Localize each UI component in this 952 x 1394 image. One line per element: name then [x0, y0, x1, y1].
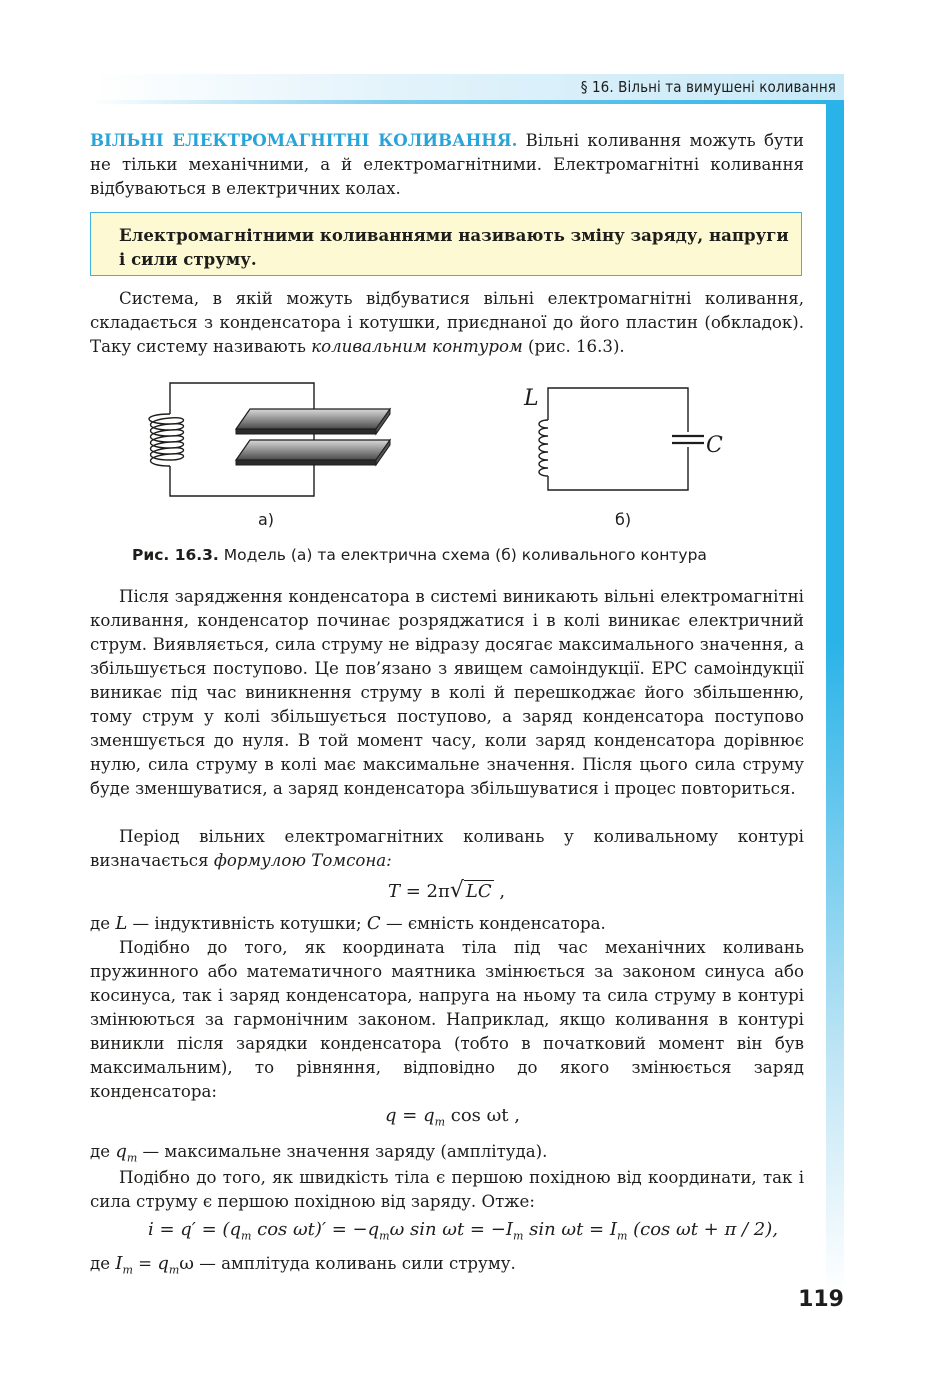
charge-qm: q [423, 1105, 435, 1126]
period-text-before: Період вільних електромагнітних коливань у коливальному контурі визначається [90, 827, 804, 870]
section-heading: ВІЛЬНІ ЕЛЕКТРОМАГНІТНІ КОЛИВАННЯ. [90, 130, 518, 150]
system-paragraph [90, 287, 804, 359]
where-L: L [115, 913, 128, 934]
where-Im-sub: m [122, 1263, 133, 1277]
current-part-4: sin ωt = I [523, 1219, 617, 1240]
figure-b-schematic [520, 380, 740, 496]
sqrt-sign: √ [449, 878, 464, 903]
where-qm-2: q [157, 1253, 169, 1274]
figure-a-label: а) [258, 510, 275, 529]
period-paragraph [90, 825, 804, 873]
current-sub-4: m [616, 1229, 628, 1243]
figure-caption [132, 546, 832, 564]
charge-q: q [385, 1105, 397, 1126]
current-sub-2: m [379, 1229, 390, 1243]
charge-formula [385, 1105, 520, 1129]
thomson-eq: = 2π [400, 881, 450, 902]
charge-rest: cos ωt , [445, 1105, 520, 1126]
charging-paragraph: Після зарядження конденсатора в системі виникають вільні електромагнітні коливання, конденсатор починає розряджатися і в колі виникає електричний струм. Виявляється, сила струму не відразу досягає максимального значення, а збільшується поступово. Це пов’язано з явищем самоіндукції. ЕРС самоіндукції виникає під час виникнення струму в колі й перешкоджає його збільшенню, тому струм у колі збільшується поступово, а заряд конденсатора поступово зменшується до нуля. В той момент часу, коли заряд конденсатора дорівнює нулю, сила струму в колі має максимальне значення. Після цього сила струму буде зменшуватися, а заряд конденсатора збільшуватися і процес повториться. [90, 587, 804, 798]
where-C: C [366, 913, 381, 934]
harmonic-paragraph: Подібно до того, як координата тіла під час механічних коливань пружинного або математичного маятника змінюється за законом синуса або косинуса, так і заряд конденсатора, напруга на ньому та сила струму в контурі змінюються за гармонічним законом. Наприклад, якщо коливання в контурі виникли після зарядки конденсатора (тобто в початковий момент він був максимальним), то рівняння, відповідно до якого змінюється заряд конденсатора: [90, 938, 804, 1101]
current-where [90, 1252, 804, 1282]
current-part-3: ω sin ωt = −I [389, 1219, 513, 1240]
charge-qm-sub: m [434, 1115, 446, 1129]
figure-b-label: б) [615, 510, 632, 529]
current-part-2: cos ωt)′ = −q [251, 1219, 380, 1240]
thomson-where [90, 912, 804, 936]
system-text-after: (рис. 16.3). [522, 337, 625, 356]
page-number: 119 [798, 1287, 844, 1312]
where-Im-eq: = [132, 1254, 158, 1273]
current-part-1: i = q′ = (q [148, 1219, 241, 1240]
system-term: коливальним контуром [311, 337, 523, 356]
thomson-formula [388, 878, 505, 903]
thomson-lhs: T [388, 881, 401, 902]
where-Im-desc: — амплітуда коливань сили струму. [193, 1254, 516, 1273]
current-sub-3: m [512, 1229, 524, 1243]
intro-text: Вільні коливання можуть бути не тільки механічними, а й електромагнітними. Електромагнітні коливання відбуваються в електричних колах. [90, 131, 804, 198]
definition-text: Електромагнітними коливаннями називають зміну заряду, напруги і сили струму. [119, 225, 789, 269]
system-text-before: Система, в якій можуть відбуватися вільні електромагнітні коливання, складається з конденсатора і котушки, приєднаної до його пластин (обкладок). Таку систему називають [90, 289, 804, 356]
where-C-desc: — ємність конденсатора. [380, 914, 606, 933]
current-sub-1: m [240, 1229, 252, 1243]
symbol-C: C [706, 433, 723, 458]
period-term: формулою Томсона: [213, 851, 392, 870]
figure-a-model [140, 378, 400, 502]
where-word: де [90, 914, 116, 933]
where-word-3: де [90, 1254, 116, 1273]
where-L-desc: — індуктивність котушки; [127, 914, 367, 933]
thomson-radicand: LC [465, 881, 492, 902]
header-underline [90, 100, 844, 104]
current-formula [148, 1219, 778, 1243]
where-Im: I [115, 1253, 123, 1274]
where-qm-2-sub: m [168, 1263, 180, 1277]
symbol-L: L [524, 386, 539, 411]
figure-caption-text: Модель (а) та електрична схема (б) коливального контура [218, 546, 707, 564]
charge-eq: = [396, 1105, 424, 1126]
running-header: § 16. Вільні та вимушені коливання [580, 78, 836, 96]
where-qm: q [115, 1141, 127, 1162]
where-omega: ω [179, 1253, 194, 1274]
thomson-tail: , [493, 881, 506, 902]
figure-caption-ref: Рис. 16.3. [132, 546, 219, 564]
where-word-2: де [90, 1142, 116, 1161]
definition-box [90, 212, 802, 276]
current-part-5: (cos ωt + π / 2), [627, 1219, 778, 1240]
side-accent-bar [826, 104, 844, 1294]
current-paragraph: Подібно до того, як швидкість тіла є першою похідною від координати, так і сила струму є першою похідною від заряду. Отже: [90, 1168, 804, 1211]
where-qm-sub: m [126, 1151, 138, 1165]
where-qm-desc: — максимальне значення заряду (амплітуда). [137, 1142, 548, 1161]
intro-paragraph [90, 128, 804, 201]
